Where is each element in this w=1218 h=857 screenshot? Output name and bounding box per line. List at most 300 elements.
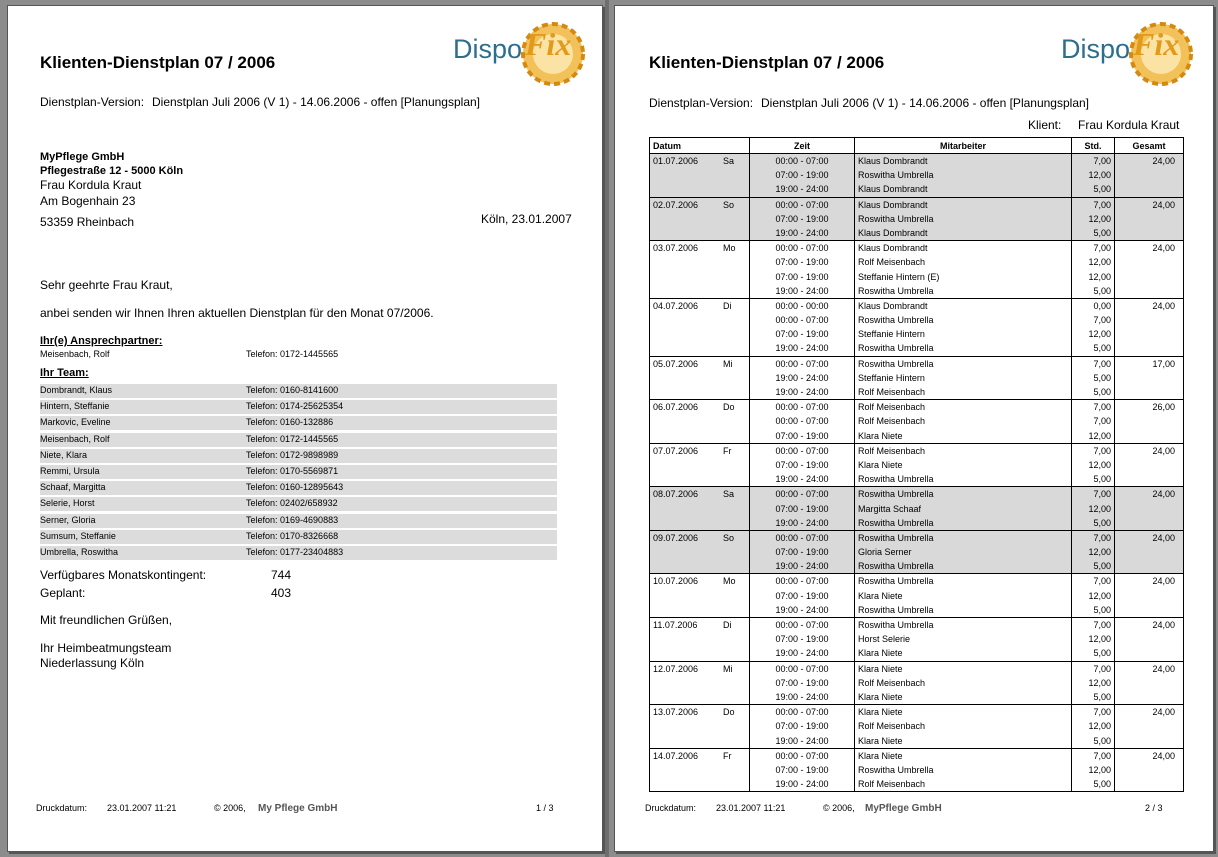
shift-time: 19:00 - 24:00 [750, 777, 855, 792]
date-cell [650, 719, 750, 733]
team-row [40, 465, 557, 479]
schedule-row [650, 545, 1184, 559]
day-total: 24,00 [1115, 618, 1184, 633]
logo-text-dispo: Dispo [1061, 34, 1131, 64]
team-heading: Ihr Team: [40, 367, 89, 379]
day-weekday: Di [723, 300, 732, 311]
day-weekday: Sa [723, 156, 735, 166]
date-cell [650, 443, 750, 458]
version-label: Dienstplan-Version: [649, 96, 754, 110]
shift-employee: Klara Niete [855, 458, 1072, 472]
shift-hours: 7,00 [1072, 313, 1115, 327]
shift-employee: Roswitha Umbrella [855, 313, 1072, 327]
date-cell [650, 327, 750, 341]
shift-hours: 12,00 [1072, 168, 1115, 182]
day-weekday: Fr [723, 750, 732, 761]
schedule-row [650, 574, 1184, 589]
shift-employee: Roswitha Umbrella [855, 530, 1072, 545]
day-date: 14.07.2006 [653, 750, 699, 761]
day-weekday: Di [723, 620, 732, 630]
shift-hours: 7,00 [1072, 241, 1115, 256]
team-row [40, 530, 557, 544]
shift-employee: Roswitha Umbrella [855, 212, 1072, 226]
day-total [1115, 270, 1184, 284]
day-total: 24,00 [1115, 154, 1184, 169]
date-cell [650, 472, 750, 487]
team-member-phone: Telefon: 0172-9898989 [246, 449, 339, 460]
day-total: 24,00 [1115, 705, 1184, 720]
date-cell [650, 371, 750, 385]
day-total: 24,00 [1115, 241, 1184, 256]
footer-print-label: Druckdatum: [36, 803, 88, 813]
shift-hours: 12,00 [1072, 270, 1115, 284]
shift-hours: 7,00 [1072, 356, 1115, 371]
shift-hours: 5,00 [1072, 371, 1115, 385]
shift-time: 00:00 - 07:00 [750, 487, 855, 502]
shift-hours: 5,00 [1072, 226, 1115, 241]
col-zeit: Zeit [750, 138, 855, 154]
dispofix-logo [453, 12, 603, 92]
shift-employee: Roswitha Umbrella [855, 356, 1072, 371]
shift-hours: 5,00 [1072, 734, 1115, 749]
shift-hours: 12,00 [1072, 632, 1115, 646]
schedule-row [650, 632, 1184, 646]
shift-hours: 0,00 [1072, 298, 1115, 313]
date-cell [650, 705, 750, 720]
date-cell [650, 414, 750, 428]
shift-time: 07:00 - 19:00 [750, 327, 855, 341]
day-weekday: Sa [723, 489, 735, 500]
shift-employee: Roswitha Umbrella [855, 472, 1072, 487]
day-weekday: Mi [723, 358, 733, 369]
contact-name: Meisenbach, Rolf [40, 349, 110, 359]
date-cell [650, 516, 750, 531]
day-weekday: Do [723, 402, 735, 413]
date-cell [650, 429, 750, 444]
schedule-row [650, 719, 1184, 733]
team-member-name: Meisenbach, Rolf [40, 433, 110, 444]
day-total [1115, 603, 1184, 618]
team-row [40, 449, 557, 463]
shift-employee: Roswitha Umbrella [855, 487, 1072, 502]
date-cell [650, 341, 750, 356]
shift-time: 07:00 - 19:00 [750, 676, 855, 690]
shift-hours: 5,00 [1072, 341, 1115, 356]
footer-print-date: 23.01.2007 11:21 [107, 803, 177, 813]
team-row [40, 416, 557, 430]
shift-employee: Klara Niete [855, 734, 1072, 749]
day-total [1115, 516, 1184, 531]
day-total: 24,00 [1115, 487, 1184, 502]
day-total [1115, 255, 1184, 269]
shift-hours: 7,00 [1072, 197, 1115, 212]
day-date: 06.07.2006 [653, 402, 699, 413]
shift-time: 00:00 - 07:00 [750, 705, 855, 720]
shift-hours: 7,00 [1072, 487, 1115, 502]
team-row [40, 433, 557, 447]
shift-employee: Klaus Dombrandt [855, 182, 1072, 197]
shift-time: 00:00 - 07:00 [750, 443, 855, 458]
logo-text-fix: Fix [525, 26, 572, 62]
date-cell [650, 487, 750, 502]
shift-employee: Rolf Meisenbach [855, 385, 1072, 400]
shift-time: 19:00 - 24:00 [750, 559, 855, 574]
shift-employee: Klaus Dombrandt [855, 298, 1072, 313]
day-weekday: Mi [723, 663, 733, 674]
footer-company: MyPflege GmbH [865, 803, 942, 814]
team-member-phone: Telefon: 0174-25625354 [246, 401, 344, 412]
shift-employee: Steffanie Hintern [855, 371, 1072, 385]
shift-time: 00:00 - 07:00 [750, 197, 855, 212]
closing: Mit freundlichen Grüßen, [40, 613, 173, 627]
day-date: 02.07.2006 [653, 199, 699, 210]
shift-hours: 12,00 [1072, 545, 1115, 559]
team-member-name: Niete, Klara [40, 449, 88, 460]
day-total: 24,00 [1115, 530, 1184, 545]
team-member-phone: Telefon: 0160-132886 [246, 417, 334, 428]
day-total [1115, 777, 1184, 792]
day-total [1115, 458, 1184, 472]
shift-hours: 7,00 [1072, 414, 1115, 428]
team-member-phone: Telefon: 0170-5569871 [246, 466, 339, 476]
shift-time: 00:00 - 07:00 [750, 530, 855, 545]
shift-employee: Rolf Meisenbach [855, 777, 1072, 792]
team-member-name: Remmi, Ursula [40, 466, 100, 476]
shift-time: 19:00 - 24:00 [750, 182, 855, 197]
page-title: Klienten-Dienstplan 07 / 2006 [649, 53, 885, 72]
shift-time: 07:00 - 19:00 [750, 168, 855, 182]
shift-time: 07:00 - 19:00 [750, 719, 855, 733]
shift-time: 00:00 - 07:00 [750, 356, 855, 371]
date-cell [650, 646, 750, 661]
date-cell [650, 255, 750, 269]
day-total [1115, 690, 1184, 705]
quota-label: Verfügbares Monatskontingent: [40, 568, 207, 582]
schedule-row [650, 154, 1184, 169]
team-member-name: Sumsum, Steffanie [40, 530, 116, 541]
day-weekday: Do [723, 707, 735, 718]
footer-page: 2 / 3 [1145, 803, 1163, 813]
team-member-phone: Telefon: 0160-12895643 [246, 482, 344, 493]
shift-time: 00:00 - 07:00 [750, 241, 855, 256]
shift-employee: Roswitha Umbrella [855, 516, 1072, 531]
letter-body: anbei senden wir Ihnen Ihren aktuellen Dienstplan für den Monat 07/2006. [40, 306, 434, 320]
day-weekday: Mo [723, 243, 736, 254]
planned-value: 403 [271, 586, 292, 600]
day-date: 05.07.2006 [653, 358, 699, 369]
date-cell [650, 734, 750, 749]
date-cell [650, 298, 750, 313]
shift-hours: 5,00 [1072, 690, 1115, 705]
shift-employee: Rolf Meisenbach [855, 400, 1072, 415]
shift-employee: Rolf Meisenbach [855, 676, 1072, 690]
shift-employee: Rolf Meisenbach [855, 414, 1072, 428]
date-cell [650, 458, 750, 472]
shift-time: 00:00 - 07:00 [750, 400, 855, 415]
schedule-row [650, 516, 1184, 531]
team-member-phone: Telefon: 0177-23404883 [246, 547, 344, 557]
logo-text-dispo: Dispo [453, 34, 523, 64]
shift-time: 00:00 - 07:00 [750, 414, 855, 428]
schedule-row [650, 530, 1184, 545]
recipient-city: 53359 Rheinbach [40, 215, 135, 229]
shift-time: 19:00 - 24:00 [750, 734, 855, 749]
schedule-row [650, 327, 1184, 341]
shift-employee: Klara Niete [855, 690, 1072, 705]
schedule-row [650, 255, 1184, 269]
shift-time: 07:00 - 19:00 [750, 545, 855, 559]
contact-phone: Telefon: 0172-1445565 [246, 349, 339, 359]
team-member-name: Selerie, Horst [40, 498, 95, 509]
day-total [1115, 385, 1184, 400]
day-total: 24,00 [1115, 748, 1184, 763]
team-row [40, 546, 557, 560]
shift-time: 19:00 - 24:00 [750, 516, 855, 531]
schedule-row [650, 748, 1184, 763]
contact-heading: Ihr(e) Ansprechpartner: [40, 335, 163, 347]
shift-employee: Roswitha Umbrella [855, 284, 1072, 299]
day-total [1115, 632, 1184, 646]
shift-hours: 5,00 [1072, 646, 1115, 661]
shift-employee: Klaus Dombrandt [855, 241, 1072, 256]
shift-hours: 7,00 [1072, 400, 1115, 415]
schedule-row [650, 443, 1184, 458]
shift-time: 07:00 - 19:00 [750, 429, 855, 444]
page-title: Klienten-Dienstplan 07 / 2006 [40, 53, 276, 72]
day-total [1115, 734, 1184, 749]
shift-employee: Klara Niete [855, 661, 1072, 676]
team-member-phone: Telefon: 0160-8141600 [246, 385, 339, 395]
date-cell [650, 154, 750, 169]
shift-employee: Roswitha Umbrella [855, 763, 1072, 777]
shift-time: 00:00 - 07:00 [750, 661, 855, 676]
shift-hours: 5,00 [1072, 516, 1115, 531]
recipient-street: Am Bogenhain 23 [40, 194, 136, 208]
shift-hours: 5,00 [1072, 385, 1115, 400]
day-total: 24,00 [1115, 443, 1184, 458]
day-total [1115, 313, 1184, 327]
footer-company: My Pflege GmbH [258, 803, 338, 814]
team-member-name: Schaaf, Margitta [40, 482, 106, 493]
team-row [40, 400, 557, 414]
shift-time: 00:00 - 00:00 [750, 298, 855, 313]
date-cell [650, 168, 750, 182]
col-mitarbeiter: Mitarbeiter [855, 138, 1072, 154]
day-date: 13.07.2006 [653, 707, 699, 718]
schedule-row [650, 618, 1184, 633]
day-date: 04.07.2006 [653, 300, 699, 311]
shift-employee: Rolf Meisenbach [855, 255, 1072, 269]
date-cell [650, 313, 750, 327]
date-cell [650, 748, 750, 763]
team-member-name: Markovic, Eveline [40, 417, 111, 428]
schedule-row [650, 429, 1184, 444]
shift-employee: Klara Niete [855, 748, 1072, 763]
quota-value: 744 [271, 568, 292, 582]
shift-hours: 5,00 [1072, 559, 1115, 574]
day-total [1115, 327, 1184, 341]
shift-employee: Roswitha Umbrella [855, 574, 1072, 589]
day-total [1115, 559, 1184, 574]
day-date: 09.07.2006 [653, 532, 699, 543]
shift-hours: 12,00 [1072, 502, 1115, 516]
version-value: Dienstplan Juli 2006 (V 1) - 14.06.2006 - offen [Planungsplan] [761, 96, 1089, 110]
schedule-row [650, 646, 1184, 661]
day-total [1115, 226, 1184, 241]
team-member-name: Dombrandt, Klaus [40, 385, 113, 395]
date-cell [650, 284, 750, 299]
shift-hours: 12,00 [1072, 212, 1115, 226]
shift-hours: 7,00 [1072, 618, 1115, 633]
shift-hours: 7,00 [1072, 748, 1115, 763]
planned-label: Geplant: [40, 586, 86, 600]
shift-hours: 12,00 [1072, 676, 1115, 690]
shift-time: 07:00 - 19:00 [750, 270, 855, 284]
shift-time: 00:00 - 07:00 [750, 154, 855, 169]
shift-hours: 5,00 [1072, 777, 1115, 792]
schedule-row [650, 241, 1184, 256]
schedule-row [650, 197, 1184, 212]
footer-print-date: 23.01.2007 11:21 [716, 803, 786, 813]
shift-hours: 12,00 [1072, 255, 1115, 269]
schedule-row [650, 690, 1184, 705]
shift-employee: Roswitha Umbrella [855, 341, 1072, 356]
day-total [1115, 429, 1184, 444]
schedule-row [650, 676, 1184, 690]
day-total [1115, 763, 1184, 777]
date-cell [650, 545, 750, 559]
shift-time: 19:00 - 24:00 [750, 690, 855, 705]
shift-employee: Steffanie Hintern [855, 327, 1072, 341]
day-weekday: Fr [723, 445, 732, 456]
schedule-row [650, 284, 1184, 299]
shift-time: 00:00 - 07:00 [750, 313, 855, 327]
shift-hours: 7,00 [1072, 705, 1115, 720]
shift-employee: Rolf Meisenbach [855, 443, 1072, 458]
shift-employee: Klara Niete [855, 646, 1072, 661]
date-cell [650, 589, 750, 603]
day-total [1115, 371, 1184, 385]
day-date: 08.07.2006 [653, 489, 699, 500]
shift-time: 00:00 - 07:00 [750, 574, 855, 589]
day-total: 26,00 [1115, 400, 1184, 415]
day-weekday: So [723, 532, 735, 543]
schedule-row [650, 487, 1184, 502]
shift-hours: 7,00 [1072, 574, 1115, 589]
document-page-2 [614, 5, 1214, 852]
team-member-phone: Telefon: 0169-4690883 [246, 514, 339, 525]
shift-employee: Margitta Schaaf [855, 502, 1072, 516]
shift-hours: 12,00 [1072, 429, 1115, 444]
shift-hours: 5,00 [1072, 603, 1115, 618]
schedule-row [650, 356, 1184, 371]
shift-time: 07:00 - 19:00 [750, 632, 855, 646]
day-total [1115, 646, 1184, 661]
shift-hours: 5,00 [1072, 182, 1115, 197]
shift-time: 07:00 - 19:00 [750, 255, 855, 269]
schedule-row [650, 270, 1184, 284]
team-member-phone: Telefon: 0170-8326668 [246, 530, 339, 541]
footer-print-label: Druckdatum: [645, 803, 697, 813]
schedule-row [650, 226, 1184, 241]
footer-copyright: © 2006, [214, 803, 246, 813]
shift-hours: 5,00 [1072, 284, 1115, 299]
shift-employee: Klara Niete [855, 589, 1072, 603]
signature-line-2: Niederlassung Köln [40, 656, 145, 670]
shift-hours: 12,00 [1072, 589, 1115, 603]
version-value: Dienstplan Juli 2006 (V 1) - 14.06.2006 - offen [Planungsplan] [152, 95, 480, 109]
recipient-name: Frau Kordula Kraut [40, 178, 142, 192]
team-row [40, 497, 557, 511]
team-row [40, 384, 557, 398]
day-total [1115, 719, 1184, 733]
date-cell [650, 661, 750, 676]
document-page-1 [7, 5, 603, 852]
shift-employee: Klara Niete [855, 429, 1072, 444]
shift-hours: 7,00 [1072, 154, 1115, 169]
schedule-row [650, 168, 1184, 182]
shift-time: 07:00 - 19:00 [750, 458, 855, 472]
day-total: 24,00 [1115, 574, 1184, 589]
schedule-row [650, 414, 1184, 428]
shift-time: 19:00 - 24:00 [750, 472, 855, 487]
day-total [1115, 589, 1184, 603]
shift-hours: 7,00 [1072, 530, 1115, 545]
schedule-row [650, 734, 1184, 749]
schedule-row [650, 385, 1184, 400]
schedule-row [650, 182, 1184, 197]
day-date: 12.07.2006 [653, 663, 699, 674]
day-date: 10.07.2006 [653, 576, 699, 587]
day-total [1115, 545, 1184, 559]
footer-copyright: © 2006, [823, 803, 855, 813]
client-value: Frau Kordula Kraut [1078, 118, 1180, 132]
date-cell [650, 777, 750, 792]
client-label: Klient: [1028, 118, 1062, 132]
team-member-name: Umbrella, Roswitha [40, 547, 119, 557]
shift-employee: Klaus Dombrandt [855, 197, 1072, 212]
date-cell [650, 632, 750, 646]
schedule-row [650, 777, 1184, 792]
shift-hours: 7,00 [1072, 443, 1115, 458]
date-cell [650, 690, 750, 705]
day-total [1115, 284, 1184, 299]
date-cell [650, 356, 750, 371]
team-member-phone: Telefon: 02402/658932 [246, 498, 338, 509]
date-cell [650, 618, 750, 633]
day-total [1115, 168, 1184, 182]
shift-employee: Horst Selerie [855, 632, 1072, 646]
sender-address: Pflegestraße 12 - 5000 Köln [40, 165, 184, 177]
shift-time: 07:00 - 19:00 [750, 212, 855, 226]
salutation: Sehr geehrte Frau Kraut, [40, 278, 173, 292]
day-total: 17,00 [1115, 356, 1184, 371]
shift-hours: 12,00 [1072, 327, 1115, 341]
date-cell [650, 226, 750, 241]
day-total: 24,00 [1115, 197, 1184, 212]
schedule-row [650, 371, 1184, 385]
schedule-row [650, 298, 1184, 313]
schedule-row [650, 603, 1184, 618]
shift-time: 19:00 - 24:00 [750, 603, 855, 618]
schedule-row [650, 502, 1184, 516]
date-cell [650, 763, 750, 777]
shift-employee: Roswitha Umbrella [855, 603, 1072, 618]
schedule-row [650, 763, 1184, 777]
day-total [1115, 341, 1184, 356]
shift-hours: 12,00 [1072, 719, 1115, 733]
schedule-row [650, 705, 1184, 720]
